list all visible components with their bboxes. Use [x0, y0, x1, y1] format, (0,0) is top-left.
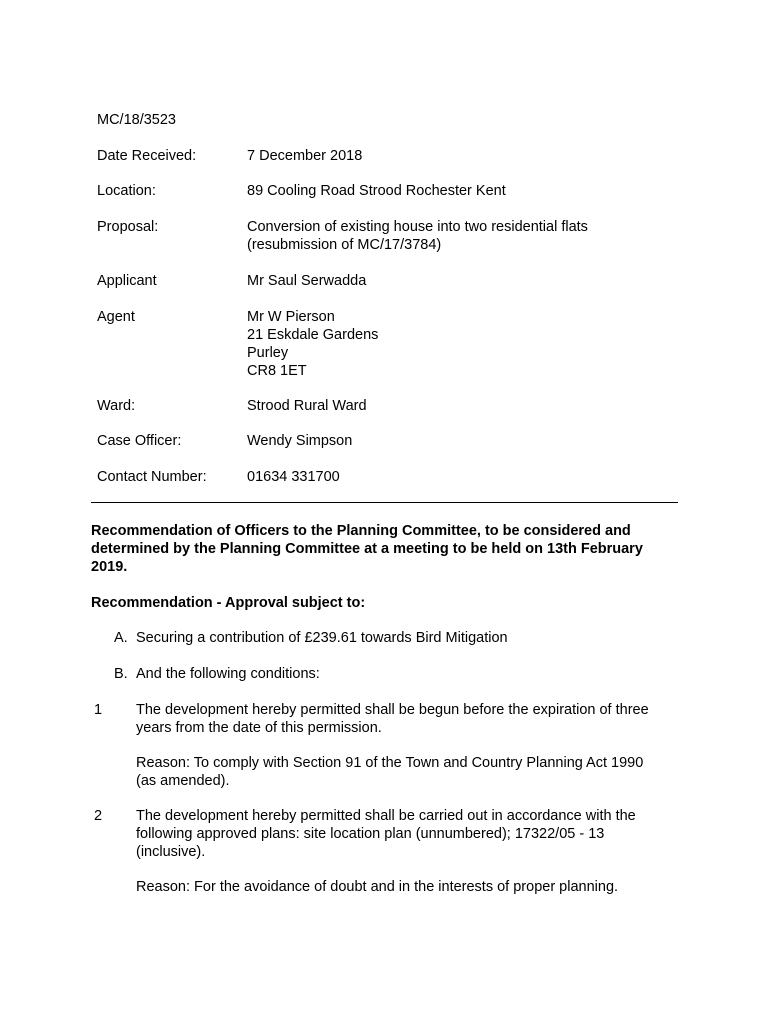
- field-value-agent-line: Purley: [247, 345, 289, 361]
- condition-text-line: (inclusive).: [136, 844, 206, 860]
- approval-heading: Recommendation - Approval subject to:: [91, 595, 366, 611]
- field-label-date-received: Date Received:: [97, 148, 197, 164]
- lettered-item-marker: A.: [114, 630, 128, 646]
- lettered-item-marker: B.: [114, 666, 128, 682]
- lettered-item-text: And the following conditions:: [136, 666, 320, 682]
- field-label-proposal: Proposal:: [97, 219, 159, 235]
- condition-text-line: The development hereby permitted shall be begun before the expiration of three: [136, 702, 649, 718]
- field-label-agent: Agent: [97, 309, 135, 325]
- application-reference: MC/18/3523: [97, 112, 176, 128]
- field-value-ward: Strood Rural Ward: [247, 398, 367, 414]
- recommendation-heading-line: 2019.: [91, 559, 128, 575]
- condition-reason-line: (as amended).: [136, 773, 230, 789]
- field-label-location: Location:: [97, 183, 156, 199]
- field-label-case-officer: Case Officer:: [97, 433, 182, 449]
- field-value-agent-line: CR8 1ET: [247, 363, 307, 379]
- field-value-case-officer: Wendy Simpson: [247, 433, 353, 449]
- field-value-proposal-line: (resubmission of MC/17/3784): [247, 237, 442, 253]
- condition-number: 2: [94, 808, 103, 824]
- horizontal-divider: [91, 502, 678, 503]
- condition-reason-line: Reason: To comply with Section 91 of the Town and Country Planning Act 1990: [136, 755, 644, 771]
- recommendation-heading-line: determined by the Planning Committee at a meeting to be held on 13th February: [91, 541, 643, 557]
- field-value-contact-number: 01634 331700: [247, 469, 340, 485]
- recommendation-heading-line: Recommendation of Officers to the Planning Committee, to be considered and: [91, 523, 631, 539]
- field-value-proposal-line: Conversion of existing house into two residential flats: [247, 219, 588, 235]
- field-label-applicant: Applicant: [97, 273, 157, 289]
- field-label-contact-number: Contact Number:: [97, 469, 207, 485]
- field-value-agent-line: Mr W Pierson: [247, 309, 335, 325]
- lettered-item-text: Securing a contribution of £239.61 towards Bird Mitigation: [136, 630, 508, 646]
- field-value-applicant: Mr Saul Serwadda: [247, 273, 367, 289]
- field-label-ward: Ward:: [97, 398, 136, 414]
- field-value-agent-line: 21 Eskdale Gardens: [247, 327, 379, 343]
- condition-text-line: The development hereby permitted shall be carried out in accordance with the: [136, 808, 636, 824]
- condition-number: 1: [94, 702, 103, 718]
- field-value-date-received: 7 December 2018: [247, 148, 363, 164]
- field-value-location: 89 Cooling Road Strood Rochester Kent: [247, 183, 506, 199]
- condition-text-line: following approved plans: site location plan (unnumbered); 17322/05 - 13: [136, 826, 605, 842]
- condition-text-line: years from the date of this permission.: [136, 720, 382, 736]
- condition-reason-line: Reason: For the avoidance of doubt and in the interests of proper planning.: [136, 879, 619, 895]
